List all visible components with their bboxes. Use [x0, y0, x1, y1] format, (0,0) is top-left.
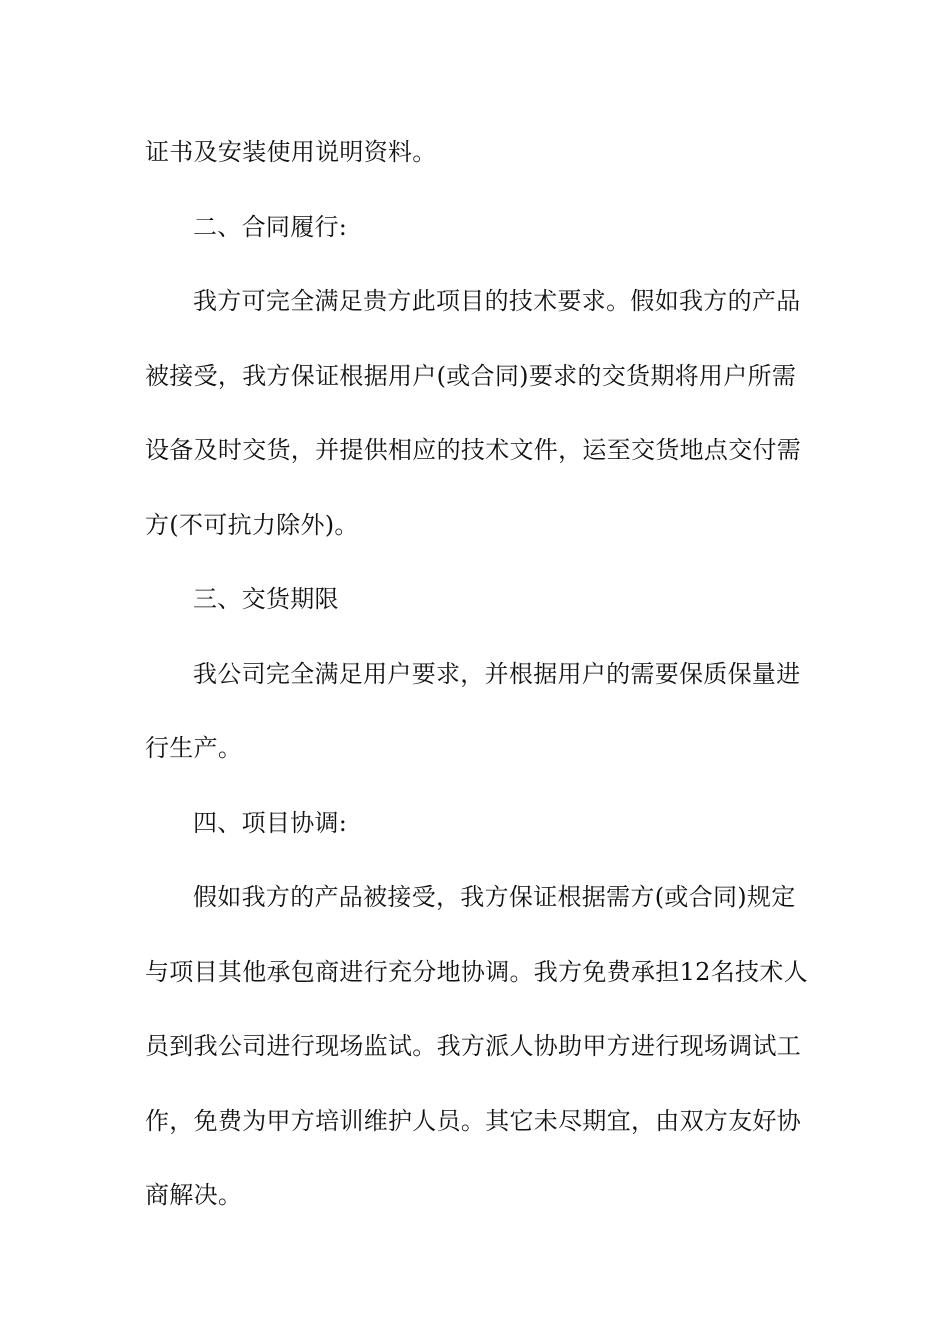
- text-line: 方(不可抗力除外)。: [145, 511, 359, 539]
- text-line: 商解决。: [145, 1181, 243, 1209]
- text-line: 我公司完全满足用户要求，并根据用户的需要保质保量进: [193, 660, 801, 688]
- section-heading-delivery-period: 三、交货期限: [193, 585, 339, 613]
- text-line: 假如我方的产品被接受，我方保证根据需方(或合同)规定: [193, 883, 796, 911]
- text-line: 员到我公司进行现场监试。我方派人协助甲方进行现场调试工: [145, 1032, 802, 1060]
- section-heading-contract-performance: 二、合同履行:: [193, 213, 348, 241]
- text-line: 被接受，我方保证根据用户(或合同)要求的交货期将用户所需: [145, 362, 797, 390]
- text-line: 行生产。: [145, 734, 243, 762]
- text-line: 与项目其他承包商进行充分地协调。我方免费承担12名技术人: [145, 958, 808, 986]
- section-heading-project-coordination: 四、项目协调:: [193, 809, 348, 837]
- text-line: 证书及安装使用说明资料。: [145, 138, 437, 166]
- text-line: 作，免费为甲方培训维护人员。其它未尽期宜，由双方友好协: [145, 1107, 802, 1135]
- text-line: 我方可完全满足贵方此项目的技术要求。假如我方的产品: [193, 287, 801, 315]
- text-line: 设备及时交货，并提供相应的技术文件，运至交货地点交付需: [145, 436, 802, 464]
